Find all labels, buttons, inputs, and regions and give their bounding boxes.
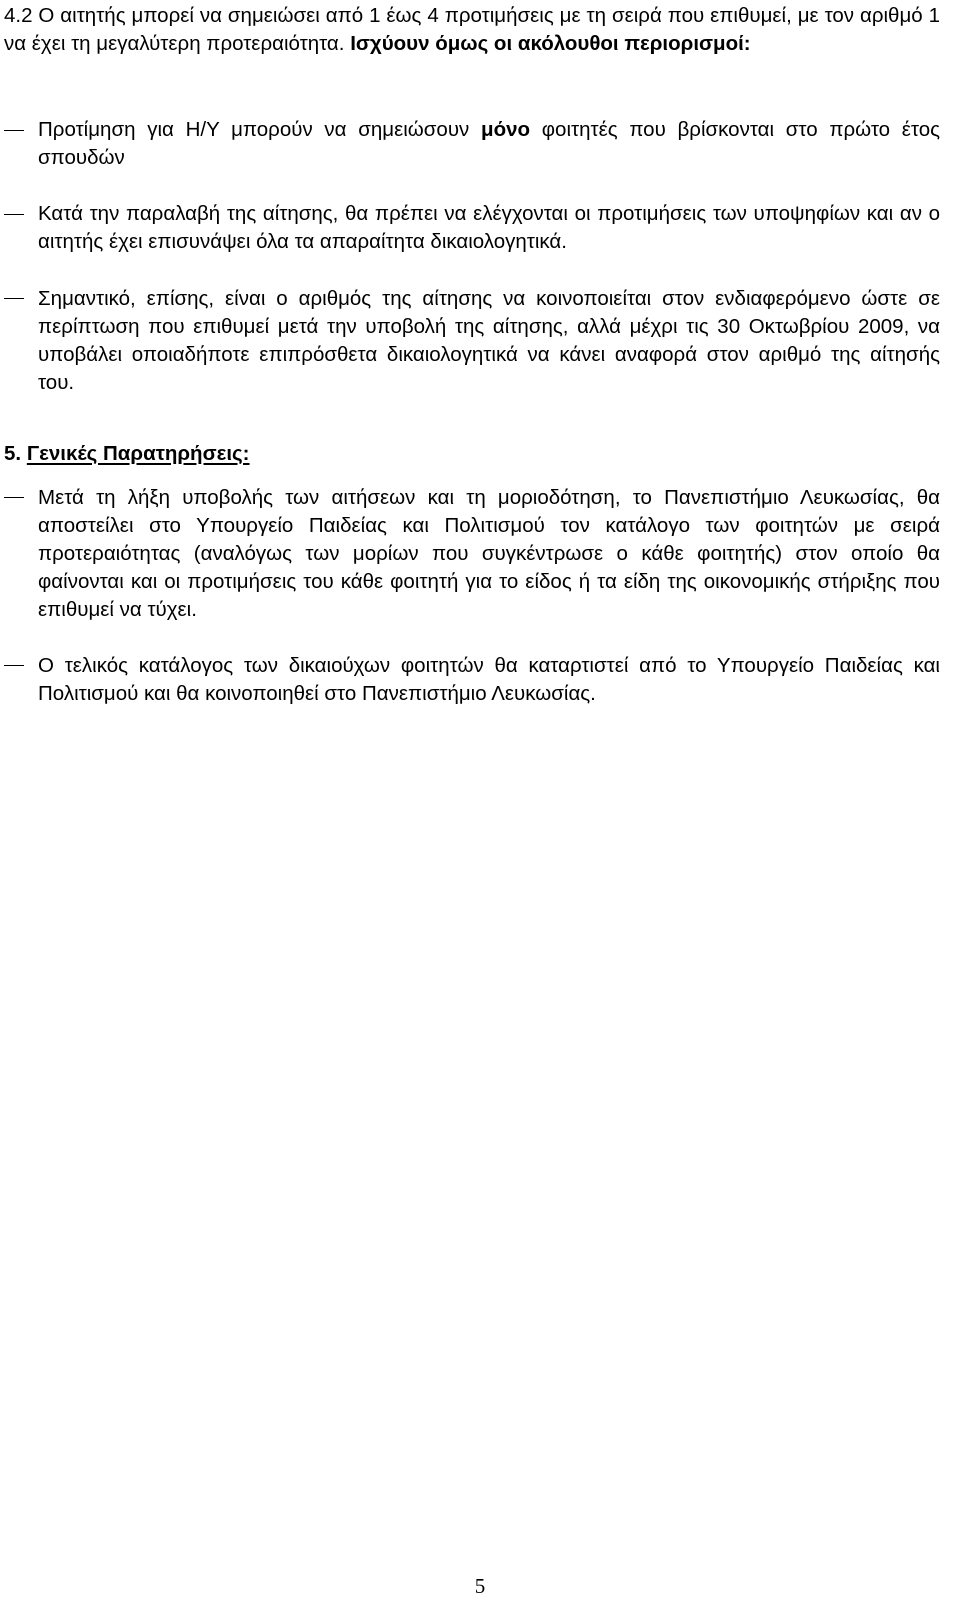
general-note-item — [38, 484, 940, 624]
restriction-item — [38, 116, 940, 172]
section-number: 5. — [4, 442, 22, 465]
dash-bullet-icon — [4, 665, 24, 666]
section-title: Γενικές Παρατηρήσεις: — [26, 442, 250, 465]
restriction-item — [38, 285, 940, 397]
intro-text: 4.2 Ο αιτητής μπορεί να σημειώσει από 1 έως 4 προτιμήσεις με τη σειρά που επιθυμεί, με τον αριθμό 1 να έχει τη μεγαλύτερη προτεραιότητα. — [4, 4, 940, 55]
intro-bold-text: Ισχύουν όμως οι ακόλουθοι περιορισμοί: — [350, 32, 751, 55]
restriction-text: Σημαντικό, επίσης, είναι ο αριθμός της αίτησης να κοινοποιείται στον ενδιαφερόμενο ώστε σε περίπτωση που επιθυμεί μετά την υποβολή της αίτησης, αλλά μέχρι τις 30 Οκτωβρίου 2009, να υποβάλει οποιαδήποτε επιπρόσθετα δικαιολογητικά να κάνει αναφορά στον αριθμό της αίτησής του. — [38, 287, 940, 394]
dash-bullet-icon — [4, 214, 24, 215]
section-5-heading — [4, 440, 250, 468]
dash-bullet-icon — [4, 298, 24, 299]
page-number: 5 — [474, 1574, 486, 1598]
restriction-text: Κατά την παραλαβή της αίτησης, θα πρέπει να ελέγχονται οι προτιμήσεις των υποψηφίων και αν ο αιτητής έχει επισυνάψει όλα τα απαραίτητα δικαιολογητικά. — [38, 202, 940, 253]
general-note-item — [38, 652, 940, 708]
general-note-text: Μετά τη λήξη υποβολής των αιτήσεων και τη μοριοδότηση, το Πανεπιστήμιο Λευκωσίας, θα αποστείλει στο Υπουργείο Παιδείας και Πολιτισμού τον κατάλογο των φοιτητών με σειρά προτεραιότητας (αναλόγως των μορίων που συγκέντρωσε ο κάθε φοιτητής) στον οποίο θα φαίνονται και οι προτιμήσεις του κάθε φοιτητή για το είδος ή τα είδη της οικονομικής στήριξης που επιθυμεί να τύχει. — [38, 486, 940, 621]
dash-bullet-icon — [4, 497, 24, 498]
restriction-item — [38, 200, 940, 256]
section-4-2-intro — [4, 2, 940, 58]
restriction-bold-text: μόνο — [481, 118, 531, 141]
restriction-text: Προτίμηση για Η/Υ μπορούν να σημειώσουν — [38, 118, 470, 141]
general-note-text: Ο τελικός κατάλογος των δικαιούχων φοιτητών θα καταρτιστεί από το Υπουργείο Παιδείας και Πολιτισμού και θα κοινοποιηθεί στο Πανεπιστήμιο Λευκωσίας. — [38, 654, 940, 705]
restriction-text: φοιτητές που βρίσκονται στο πρώτο έτος σπουδών — [38, 118, 940, 169]
dash-bullet-icon — [4, 130, 24, 131]
